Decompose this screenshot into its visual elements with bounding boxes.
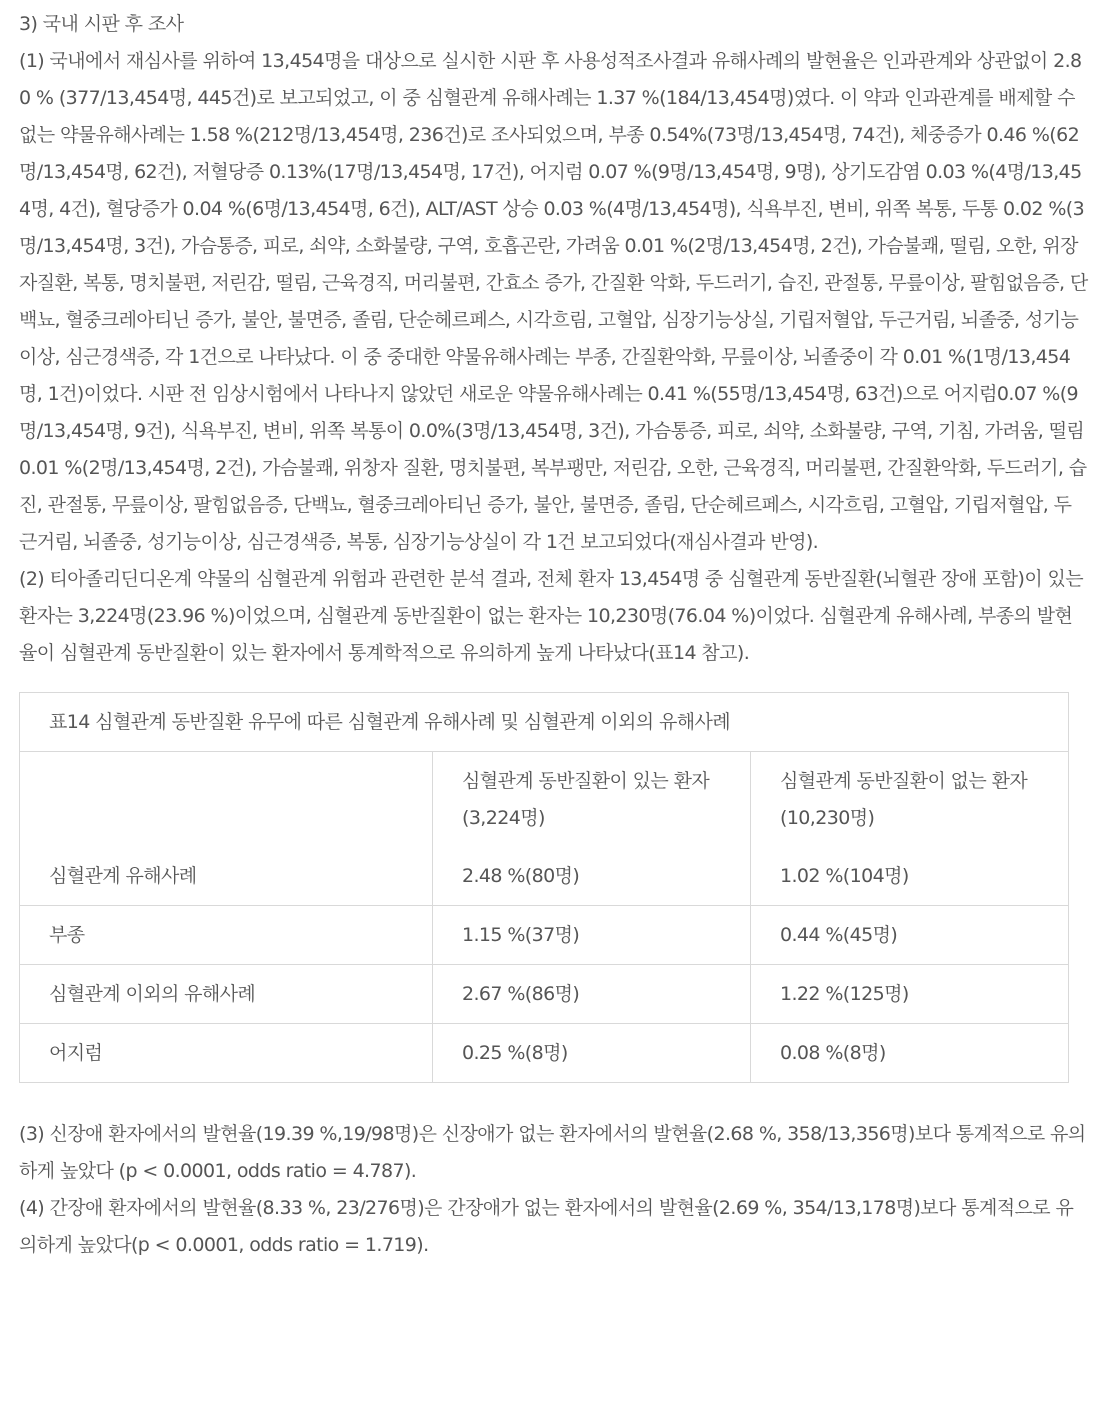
adverse-event-table: [19, 692, 1069, 1083]
table-row: [20, 965, 1068, 1024]
row-value-with: 2.48 %(80명): [433, 847, 751, 906]
document-body: [19, 6, 1089, 1264]
row-label: 부종: [20, 906, 433, 965]
row-value-without: 1.22 %(125명): [751, 965, 1069, 1024]
paragraph-1: (1) 국내에서 재심사를 위하여 13,454명을 대상으로 실시한 시판 후 사용성적조사결과 유해사례의 발현율은 인과관계와 상관없이 2.80 % (377/13,454명, 445건)로 보고되었고, 이 중 심혈관계 유해사례는 1.37 %(184/13,454명)였다. 이 약과 인과관계를 배제할 수 없는 약물유해사례는 1.58 %(212명/13,454명, 236건)로 조사되었으며, 부종 0.54%(73명/13,454명, 74건), 체중증가 0.46 %(62명/13,454명, 62건), 저혈당증 0.13%(17명/13,454명, 17건), 어지럼 0.07 %(9명/13,454명, 9명), 상기도감염 0.03 %(4명/13,454명, 4건), 혈당증가 0.04 %(6명/13,454명, 6건), ALT/AST 상승 0.03 %(4명/13,454명), 식욕부진, 변비, 위쪽 복통, 두통 0.02 %(3명/13,454명, 3건), 가슴통증, 피로, 쇠약, 소화불량, 구역, 호흡곤란, 가려움 0.01 %(2명/13,454명, 2건), 가슴불쾌, 떨림, 오한, 위장자질환, 복통, 명치불편, 저린감, 떨림, 근육경직, 머리불편, 간효소 증가, 간질환 악화, 두드러기, 습진, 관절통, 무릎이상, 팔힘없음증, 단백뇨, 혈중크레아티닌 증가, 불안, 불면증, 졸림, 단순헤르페스, 시각흐림, 고혈압, 심장기능상실, 기립저혈압, 두근거림, 뇌졸중, 성기능이상, 심근경색증, 각 1건으로 나타났다. 이 중 중대한 약물유해사례는 부종, 간질환악화, 무릎이상, 뇌졸중이 각 0.01 %(1명/13,454명, 1건)이었다. 시판 전 임상시험에서 나타나지 않았던 새로운 약물유해사례는 0.41 %(55명/13,454명, 63건)으로 어지럼0.07 %(9명/13,454명, 9건), 식욕부진, 변비, 위쪽 복통이 0.0%(3명/13,454명, 3건), 가슴통증, 피로, 쇠약, 소화불량, 구역, 기침, 가려움, 떨림 0.01 %(2명/13,454명, 2건), 가슴불쾌, 위창자 질환, 명치불편, 복부팽만, 저린감, 오한, 근육경직, 머리불편, 간질환악화, 두드러기, 습진, 관절통, 무릎이상, 팔힘없음증, 단백뇨, 혈중크레아티닌 증가, 불안, 불면증, 졸림, 단순헤르페스, 시각흐림, 고혈압, 기립저혈압, 두근거림, 뇌졸중, 성기능이상, 심근경색증, 복통, 심장기능상실이 각 1건 보고되었다(재심사결과 반영).: [19, 50, 1088, 553]
header-cell-with-comorbidity: 심혈관계 동반질환이 있는 환자 (3,224명): [433, 752, 751, 847]
header-cell-without-comorbidity: 심혈관계 동반질환이 없는 환자 (10,230명): [751, 752, 1069, 847]
header-cell-empty: [20, 752, 433, 847]
row-value-with: 0.25 %(8명): [433, 1024, 751, 1083]
table-grid: [20, 752, 1068, 1082]
paragraph-4: (4) 간장애 환자에서의 발현율(8.33 %, 23/276명)은 간장애가 없는 환자에서의 발현율(2.69 %, 354/13,178명)보다 통계적으로 유의하게 높았다(p < 0.0001, odds ratio = 1.719).: [19, 1197, 1074, 1256]
row-value-without: 1.02 %(104명): [751, 847, 1069, 906]
row-value-with: 2.67 %(86명): [433, 965, 751, 1024]
section-heading: 3) 국내 시판 후 조사: [19, 13, 184, 35]
table-header-row: [20, 752, 1068, 847]
paragraph-3: (3) 신장애 환자에서의 발현율(19.39 %,19/98명)은 신장애가 없는 환자에서의 발현율(2.68 %, 358/13,356명)보다 통계적으로 유의하게 높았다 (p < 0.0001, odds ratio = 4.787).: [19, 1123, 1086, 1182]
row-value-with: 1.15 %(37명): [433, 906, 751, 965]
row-label: 어지럼: [20, 1024, 433, 1083]
table-row: [20, 847, 1068, 906]
row-value-without: 0.08 %(8명): [751, 1024, 1069, 1083]
row-label: 심혈관계 유해사례: [49, 864, 197, 887]
table-row: [20, 1024, 1068, 1083]
paragraph-2: (2) 티아졸리딘디온계 약물의 심혈관계 위험과 관련한 분석 결과, 전체 환자 13,454명 중 심혈관계 동반질환(뇌혈관 장애 포함)이 있는 환자는 3,224명(23.96 %)이었으며, 심혈관계 동반질환이 없는 환자는 10,230명(76.04 %)이었다. 심혈관계 유해사례, 부종의 발현율이 심혈관계 동반질환이 있는 환자에서 통계학적으로 유의하게 높게 나타났다(표14 참고).: [19, 568, 1084, 664]
table-row: [20, 906, 1068, 965]
row-label: 심혈관계 이외의 유해사례: [20, 965, 433, 1024]
table-caption: 표14 심혈관계 동반질환 유무에 따른 심혈관계 유해사례 및 심혈관계 이외의 유해사례: [20, 693, 1068, 752]
row-value-without: 0.44 %(45명): [751, 906, 1069, 965]
